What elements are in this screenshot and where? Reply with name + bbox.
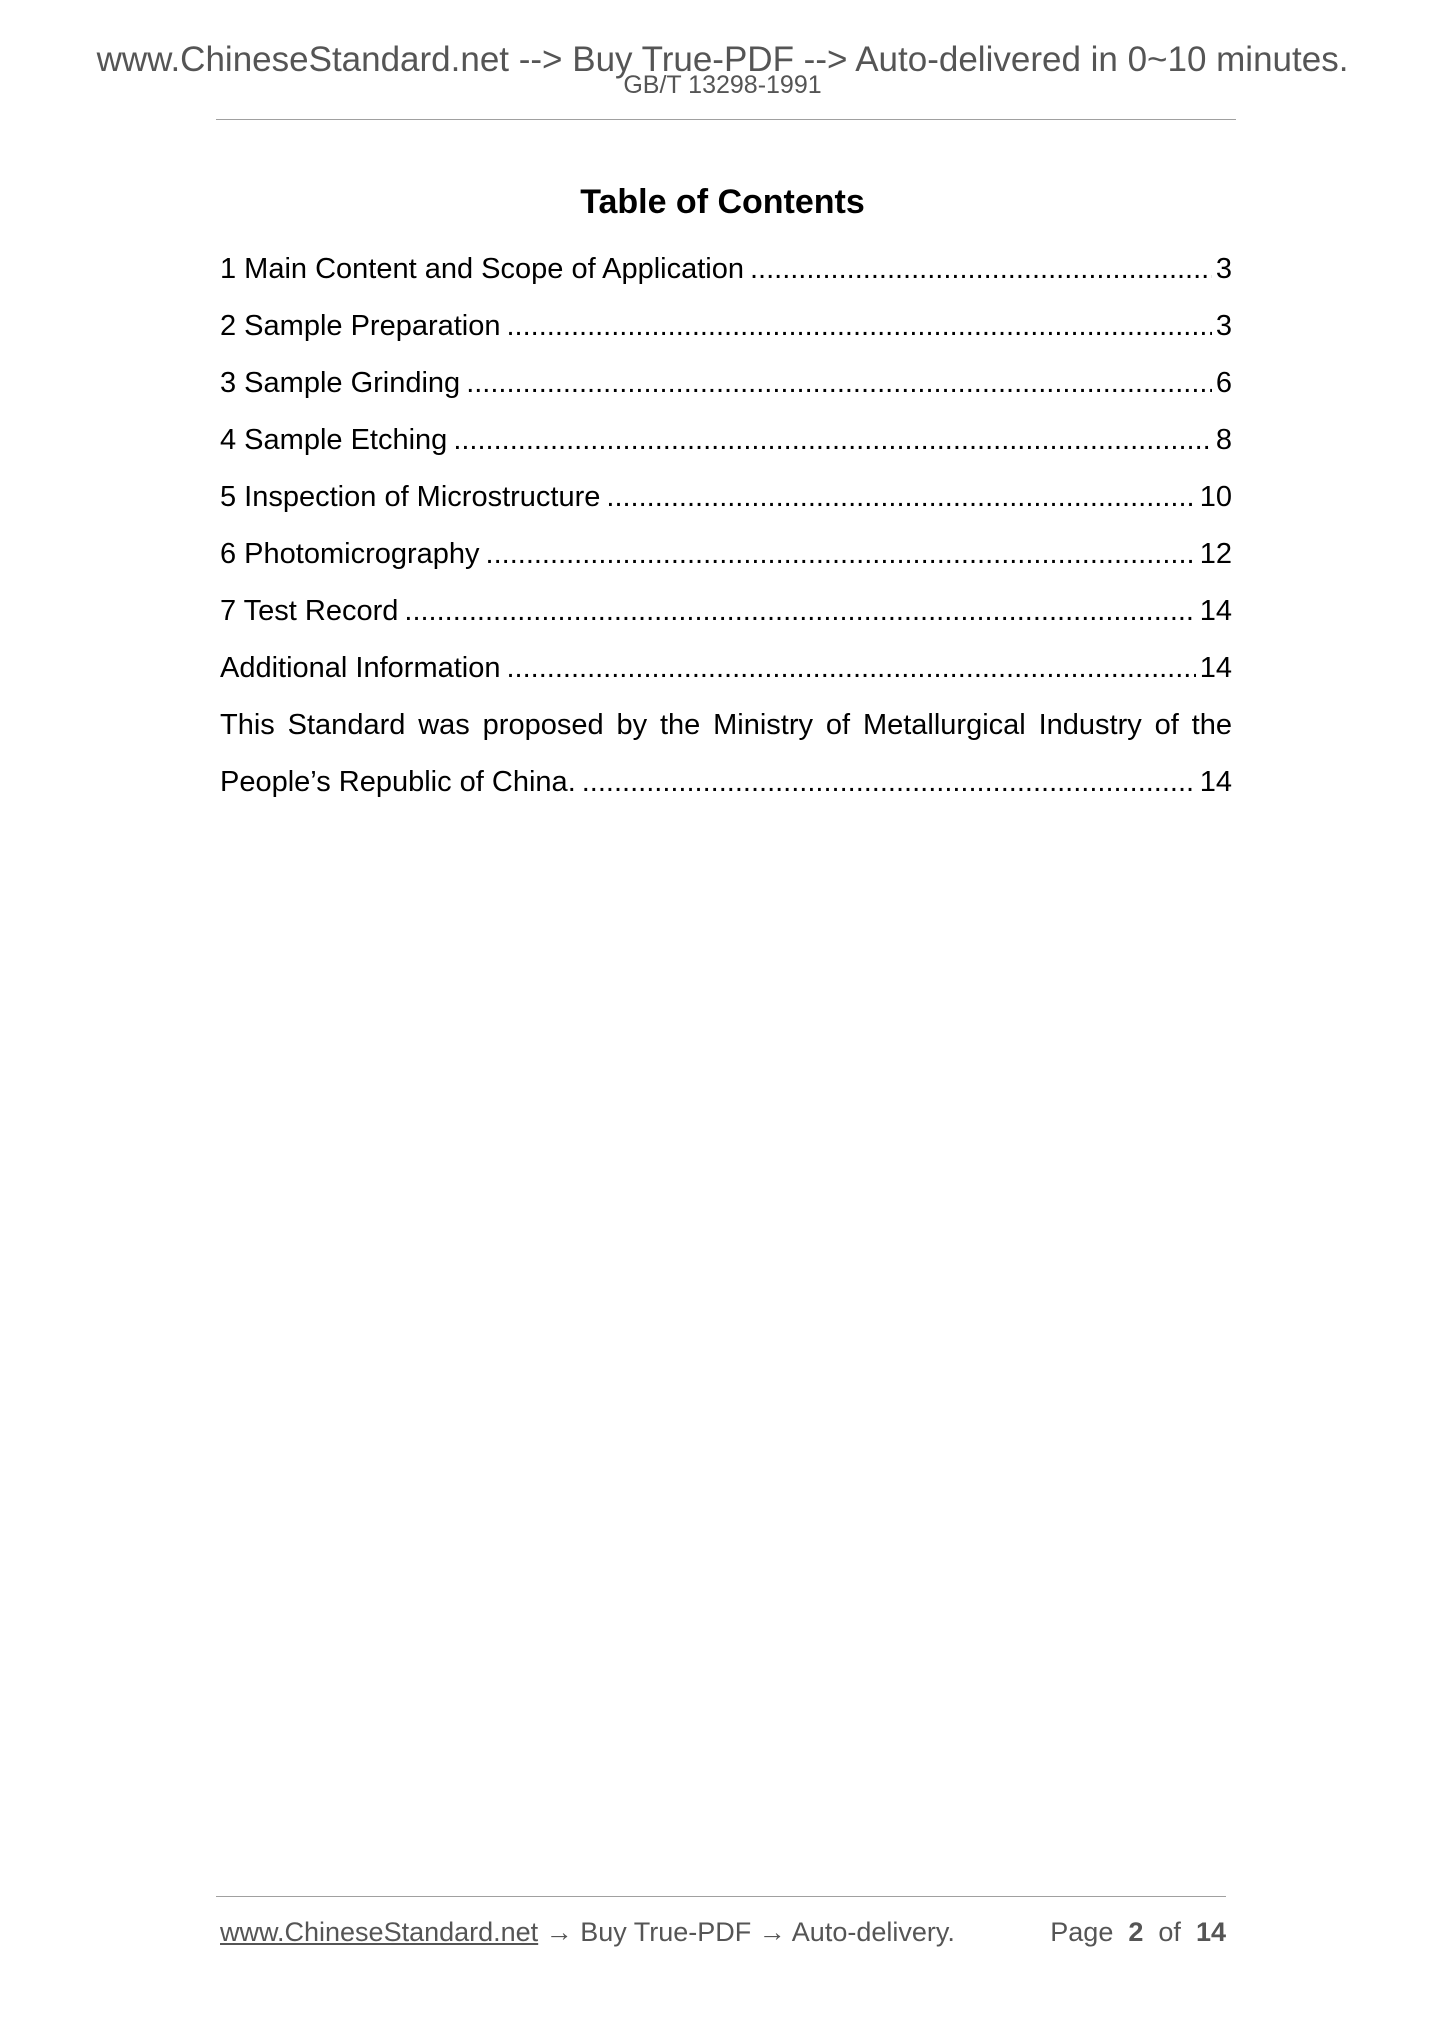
toc-entry-page: 3 bbox=[1215, 310, 1232, 342]
arrow-right-icon: → bbox=[545, 1917, 573, 1947]
toc-entry-additional-information[interactable] bbox=[220, 646, 1232, 703]
toc-entry-sample-etching[interactable] bbox=[220, 418, 1232, 475]
toc-entry-label: Additional Information bbox=[220, 652, 501, 684]
toc-entry-page: 14 bbox=[1199, 766, 1232, 798]
toc-entry-proposal-note-continued[interactable] bbox=[220, 760, 1232, 817]
toc-dot-leader bbox=[507, 646, 1196, 690]
footer-divider bbox=[216, 1896, 1226, 1897]
arrow-right-icon: → bbox=[758, 1917, 786, 1947]
toc-entry-page: 6 bbox=[1215, 367, 1232, 399]
toc-entry-page: 10 bbox=[1199, 481, 1232, 513]
toc-dot-leader bbox=[486, 532, 1196, 576]
toc-entry-label: 3 Sample Grinding bbox=[220, 367, 461, 399]
toc-dot-leader bbox=[582, 760, 1196, 804]
note-word: This bbox=[220, 709, 275, 741]
toc-dot-leader bbox=[466, 361, 1212, 405]
toc-entry-sample-grinding[interactable] bbox=[220, 361, 1232, 418]
toc-entry-page: 8 bbox=[1215, 424, 1232, 456]
note-word: the bbox=[659, 709, 701, 741]
toc-entry-main-content[interactable] bbox=[220, 247, 1232, 304]
site-banner: www.ChineseStandard.net --> Buy True-PDF --> Auto-delivered in 0~10 minutes. bbox=[96, 40, 1349, 79]
toc-entry-label: 5 Inspection of Microstructure bbox=[220, 481, 601, 513]
note-word: Metallurgical bbox=[862, 709, 1026, 741]
footer-promo bbox=[220, 1914, 955, 1950]
header-divider bbox=[216, 119, 1236, 120]
toc-entry-label: 2 Sample Preparation bbox=[220, 310, 501, 342]
toc-entry-label: 1 Main Content and Scope of Application bbox=[220, 253, 744, 285]
toc-dot-leader bbox=[453, 418, 1212, 462]
note-word: Industry bbox=[1038, 709, 1142, 741]
note-word: Standard bbox=[287, 709, 406, 741]
note-word: the bbox=[1191, 709, 1232, 741]
page-number bbox=[1050, 1914, 1226, 1950]
toc-entry-label: People’s Republic of China. bbox=[220, 766, 576, 798]
note-word: was bbox=[418, 709, 470, 741]
toc-entry-page: 14 bbox=[1199, 652, 1232, 684]
toc-entry-microstructure[interactable] bbox=[220, 475, 1232, 532]
toc-title: Table of Contents bbox=[580, 183, 865, 221]
toc-entry-label: 7 Test Record bbox=[220, 595, 399, 627]
toc-dot-leader bbox=[750, 247, 1212, 291]
note-word: proposed bbox=[482, 709, 604, 741]
total-pages: 14 bbox=[1195, 1917, 1226, 1947]
toc-entry-sample-preparation[interactable] bbox=[220, 304, 1232, 361]
note-word: of bbox=[825, 709, 851, 741]
current-page: 2 bbox=[1128, 1917, 1144, 1947]
footer-buy-text: Buy True-PDF bbox=[580, 1917, 752, 1947]
toc-entry-label: 4 Sample Etching bbox=[220, 424, 448, 456]
toc-dot-leader bbox=[404, 589, 1195, 633]
toc-entry-label: 6 Photomicrography bbox=[220, 538, 480, 570]
toc-entry-page: 14 bbox=[1199, 595, 1232, 627]
toc-dot-leader bbox=[606, 475, 1195, 519]
table-of-contents bbox=[220, 247, 1232, 817]
footer-site-link[interactable]: www.ChineseStandard.net bbox=[220, 1917, 539, 1947]
document-code: GB/T 13298-1991 bbox=[623, 71, 822, 99]
note-word: Ministry bbox=[713, 709, 814, 741]
toc-dot-leader bbox=[507, 304, 1212, 348]
of-word: of bbox=[1158, 1917, 1181, 1947]
toc-entry-test-record[interactable] bbox=[220, 589, 1232, 646]
toc-entry-proposal-note[interactable] bbox=[220, 703, 1232, 760]
note-word: by bbox=[616, 709, 648, 741]
toc-entry-page: 3 bbox=[1215, 253, 1232, 285]
footer-delivery-text: Auto-delivery. bbox=[791, 1917, 955, 1947]
note-word: of bbox=[1154, 709, 1179, 741]
page-word: Page bbox=[1050, 1917, 1114, 1947]
toc-entry-photomicrography[interactable] bbox=[220, 532, 1232, 589]
toc-entry-page: 12 bbox=[1199, 538, 1232, 570]
